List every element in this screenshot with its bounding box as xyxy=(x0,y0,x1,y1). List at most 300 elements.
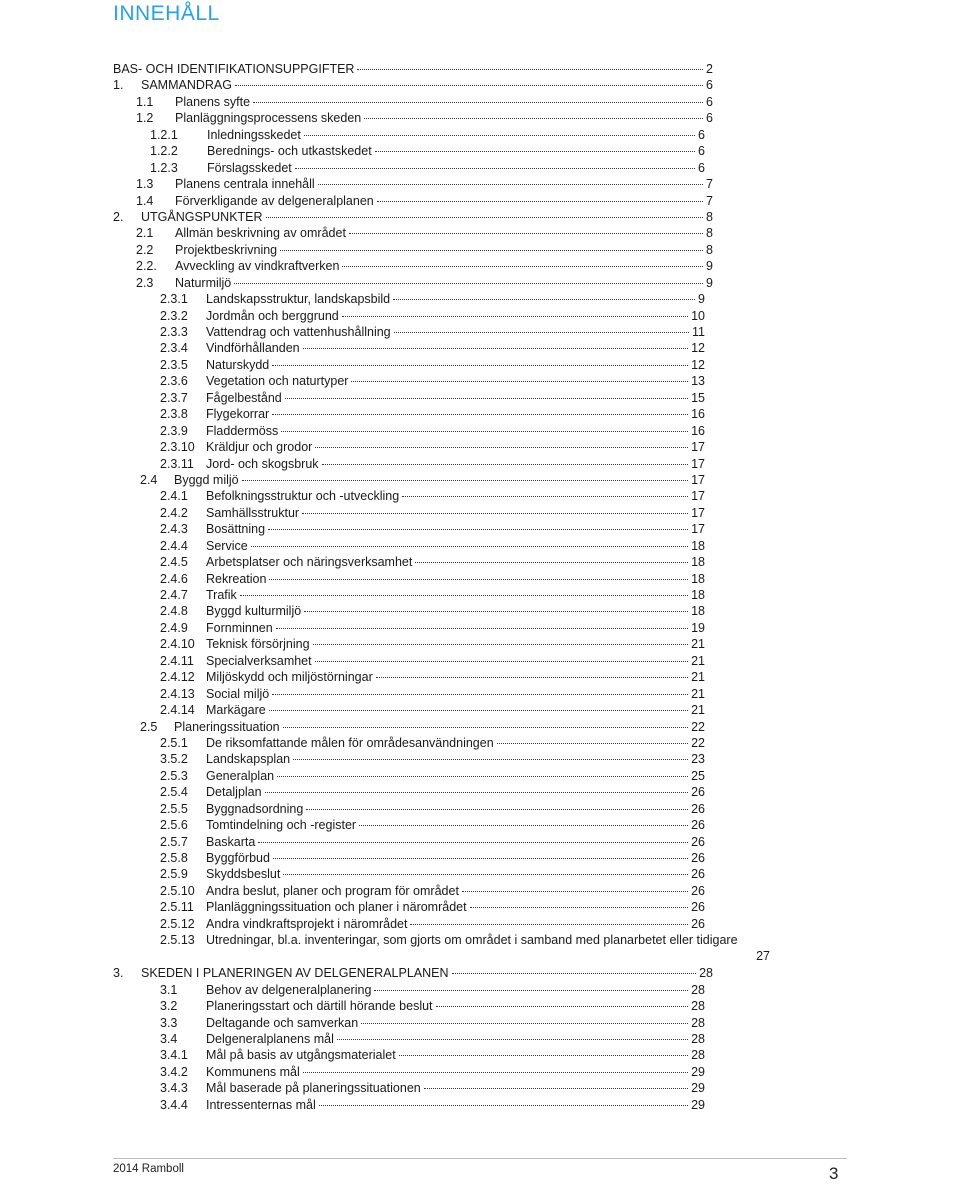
toc-page-number: 28 xyxy=(691,1015,705,1030)
toc-entry[interactable] xyxy=(0,373,960,389)
toc-title: Naturmiljö xyxy=(175,275,232,290)
toc-page-number: 28 xyxy=(691,982,705,997)
dot-leader xyxy=(497,742,688,744)
toc-title: Planläggningssituation och planer i närområdet xyxy=(206,900,467,915)
dot-leader xyxy=(357,68,703,70)
toc-entry[interactable] xyxy=(0,242,960,258)
toc-page-number: 23 xyxy=(691,752,705,767)
toc-page-number: 22 xyxy=(691,719,705,734)
dot-leader xyxy=(452,972,697,974)
toc-number: 2.2 xyxy=(136,242,154,257)
toc-entry[interactable] xyxy=(0,94,960,110)
toc-page-number: 8 xyxy=(706,226,713,241)
dot-leader xyxy=(303,347,688,349)
toc-page-number: 13 xyxy=(691,374,705,389)
toc-entry[interactable] xyxy=(0,1064,960,1080)
toc-number: 3.4.4 xyxy=(160,1097,188,1112)
toc-title: Planläggningsprocessens skeden xyxy=(175,111,362,126)
toc-page-number: 26 xyxy=(691,834,705,849)
toc-title: Mål baserade på planeringssituationen xyxy=(206,1081,421,1096)
toc-page-number: 27 xyxy=(206,948,770,964)
toc-entry[interactable] xyxy=(0,768,960,784)
toc-page-number: 6 xyxy=(706,94,713,109)
toc-entry[interactable] xyxy=(0,866,960,882)
dot-leader xyxy=(393,298,695,300)
toc-page-number: 18 xyxy=(691,571,705,586)
page-title: INNEHÅLL xyxy=(113,2,220,25)
toc-number: 3.4.2 xyxy=(160,1064,188,1079)
dot-leader xyxy=(306,808,688,810)
dot-leader xyxy=(377,200,703,202)
toc-entry[interactable] xyxy=(0,998,960,1014)
toc-title: Generalplan xyxy=(206,768,275,783)
dot-leader xyxy=(359,824,688,826)
toc-page-number: 21 xyxy=(691,686,705,701)
toc-number: 2.5.11 xyxy=(160,900,194,915)
toc-entry[interactable] xyxy=(0,258,960,274)
toc-entry[interactable] xyxy=(0,193,960,209)
toc-title: Planens syfte xyxy=(175,94,251,109)
toc-number: 3.2 xyxy=(160,999,178,1014)
toc-title: Befolkningsstruktur och -utveckling xyxy=(206,489,400,504)
toc-number: 1.2 xyxy=(136,111,154,126)
toc-number: 2.4.11 xyxy=(160,653,194,668)
toc-number: 2.4.8 xyxy=(160,604,188,619)
toc-title: Byggförbud xyxy=(206,851,270,865)
toc-entry[interactable] xyxy=(0,143,960,159)
toc-entry[interactable] xyxy=(0,127,960,143)
toc-page-number: 16 xyxy=(691,423,705,438)
dot-leader xyxy=(269,709,688,711)
toc-entry[interactable] xyxy=(0,916,960,932)
dot-leader xyxy=(410,923,688,925)
toc-page-number: 22 xyxy=(691,735,705,750)
toc-number: 3. xyxy=(113,966,124,981)
dot-leader xyxy=(470,906,689,908)
dot-leader xyxy=(318,183,703,185)
toc-page-number: 16 xyxy=(691,407,705,422)
toc-page-number: 6 xyxy=(698,127,705,142)
toc-entry[interactable] xyxy=(0,719,960,735)
toc-number: 2.3.2 xyxy=(160,308,188,323)
toc-entry[interactable] xyxy=(0,587,960,603)
dot-leader xyxy=(374,989,688,991)
toc-title: Inledningsskedet xyxy=(207,127,301,142)
dot-leader xyxy=(364,117,703,119)
toc-title: Utredningar, bl.a. inventeringar, som gjorts om området i samband med planarbetet eller tidigare xyxy=(206,933,738,948)
toc-entry[interactable] xyxy=(0,423,960,439)
toc-number: 2.4.3 xyxy=(160,522,188,537)
toc-number: 2.3.3 xyxy=(160,325,188,339)
toc-entry[interactable] xyxy=(0,603,960,619)
toc-number: 2.4.14 xyxy=(160,703,195,718)
toc-entry[interactable] xyxy=(0,965,960,981)
toc-title: Förverkligande av delgeneralplanen xyxy=(175,193,374,208)
toc-number: 2.3.4 xyxy=(160,341,188,356)
toc-entry[interactable] xyxy=(0,176,960,192)
toc-page-number: 17 xyxy=(691,456,705,471)
toc-entry[interactable] xyxy=(0,669,960,685)
toc-number: 2.4 xyxy=(140,472,158,487)
toc-title: Specialverksamhet xyxy=(206,653,312,668)
dot-leader xyxy=(304,134,695,136)
toc-number: 2.5.8 xyxy=(160,851,188,865)
dot-leader xyxy=(436,1005,689,1007)
toc-entry[interactable] xyxy=(0,61,960,77)
toc-number: 2.3.6 xyxy=(160,374,188,389)
toc-title: De riksomfattande målen för områdesanvändningen xyxy=(206,735,494,750)
toc-title: SKEDEN I PLANERINGEN AV DELGENERALPLANEN xyxy=(141,966,449,981)
toc-entry[interactable] xyxy=(0,1015,960,1031)
dot-leader xyxy=(234,282,703,284)
toc-title: Fågelbestånd xyxy=(206,390,282,405)
toc-number: 3.4 xyxy=(160,1031,178,1046)
dot-leader xyxy=(315,660,688,662)
toc-entry[interactable] xyxy=(0,653,960,669)
toc-entry[interactable] xyxy=(0,554,960,570)
toc-page-number: 26 xyxy=(691,851,705,865)
toc-title: Andra beslut, planer och program för området xyxy=(206,883,459,898)
toc-entry[interactable] xyxy=(0,308,960,324)
toc-title: Jord- och skogsbruk xyxy=(206,456,319,471)
toc-number: 2.4.13 xyxy=(160,686,195,701)
toc-page-number: 18 xyxy=(691,588,705,602)
toc-number: 1.2.1 xyxy=(150,127,178,142)
toc-number: 2.3.11 xyxy=(160,456,194,471)
toc-page-number: 9 xyxy=(706,275,713,290)
toc-entry[interactable] xyxy=(0,357,960,373)
toc-title: Byggd miljö xyxy=(174,472,239,487)
toc-number: 2.5.9 xyxy=(160,867,188,882)
toc-page-number: 6 xyxy=(706,78,713,93)
toc-page-number: 12 xyxy=(691,341,705,356)
toc-title: Vegetation och naturtyper xyxy=(206,374,349,389)
toc-entry[interactable] xyxy=(0,1080,960,1096)
toc-number: 2.3.7 xyxy=(160,390,188,405)
toc-number: 2.5.5 xyxy=(160,801,188,816)
toc-entry[interactable] xyxy=(0,571,960,587)
toc-page-number: 21 xyxy=(691,653,705,668)
toc-entry[interactable] xyxy=(0,521,960,537)
dot-leader xyxy=(349,232,703,234)
toc-page-number: 17 xyxy=(691,505,705,520)
toc-page-number: 17 xyxy=(691,440,705,455)
toc-entry[interactable] xyxy=(0,110,960,126)
toc-title: Jordmån och berggrund xyxy=(206,308,339,323)
dot-leader xyxy=(266,216,704,218)
toc-title: Landskapsplan xyxy=(206,752,291,767)
toc-page-number: 21 xyxy=(691,703,705,718)
toc-page-number: 8 xyxy=(706,209,713,224)
dot-leader xyxy=(295,167,695,169)
toc-entry[interactable] xyxy=(0,883,960,899)
toc-page-number: 28 xyxy=(691,1048,705,1063)
toc-number: 2.3.5 xyxy=(160,357,188,372)
toc-title: Vattendrag och vattenhushållning xyxy=(206,325,391,339)
toc-number: 2.3 xyxy=(136,275,154,290)
toc-page-number: 26 xyxy=(691,818,705,833)
toc-page-number: 26 xyxy=(691,883,705,898)
dot-leader xyxy=(315,446,688,448)
toc-page-number: 26 xyxy=(691,916,705,931)
toc-page-number: 25 xyxy=(691,768,705,783)
toc-entry[interactable] xyxy=(0,702,960,718)
toc-title: Behov av delgeneralplanering xyxy=(206,982,372,997)
toc-title: Förslagsskedet xyxy=(207,160,292,175)
toc-number: 2.3.9 xyxy=(160,423,188,438)
toc-entry[interactable] xyxy=(0,620,960,636)
toc-title: Fornminnen xyxy=(206,620,273,635)
toc-number: 1.2.2 xyxy=(150,144,178,159)
toc-title: Kräldjur och grodor xyxy=(206,440,313,455)
dot-leader xyxy=(293,758,688,760)
dot-leader xyxy=(235,84,703,86)
dot-leader xyxy=(342,315,688,317)
toc-title: Bosättning xyxy=(206,522,266,537)
toc-title: Landskapsstruktur, landskapsbild xyxy=(206,292,391,307)
dot-leader xyxy=(322,463,689,465)
toc-title: Trafik xyxy=(206,588,237,602)
dot-leader xyxy=(276,627,688,629)
toc-page-number: 2 xyxy=(706,62,713,76)
toc-title: Samhällsstruktur xyxy=(206,505,300,520)
toc-title: Vindförhållanden xyxy=(206,341,300,356)
toc-title: Teknisk försörjning xyxy=(206,637,310,652)
dot-leader xyxy=(273,857,688,859)
toc-number: 3.4.1 xyxy=(160,1048,188,1063)
toc-entry[interactable] xyxy=(0,1047,960,1063)
dot-leader xyxy=(272,693,688,695)
toc-page-number: 6 xyxy=(706,111,713,126)
toc-title: Allmän beskrivning av området xyxy=(175,226,346,241)
toc-entry[interactable] xyxy=(0,225,960,241)
toc-title: Tomtindelning och -register xyxy=(206,818,357,833)
dot-leader xyxy=(319,1104,688,1106)
toc-entry[interactable] xyxy=(0,817,960,833)
toc-title: Service xyxy=(206,538,248,553)
toc-entry[interactable] xyxy=(0,932,960,965)
toc-entry[interactable] xyxy=(0,275,960,291)
toc-entry[interactable] xyxy=(0,390,960,406)
toc-title: Planens centrala innehåll xyxy=(175,177,315,192)
toc-title: Avveckling av vindkraftverken xyxy=(175,259,340,274)
dot-leader xyxy=(253,101,703,103)
dot-leader xyxy=(258,841,688,843)
dot-leader xyxy=(399,1054,688,1056)
dot-leader xyxy=(268,528,688,530)
toc-page-number: 19 xyxy=(691,620,705,635)
toc-page-number: 18 xyxy=(691,604,705,619)
toc-page-number: 9 xyxy=(706,259,713,274)
toc-title: Byggnadsordning xyxy=(206,801,304,816)
toc-number: 2.3.8 xyxy=(160,407,188,422)
toc-page-number: 21 xyxy=(691,670,705,685)
toc-number: 1. xyxy=(113,78,124,93)
toc-title: Projektbeskrivning xyxy=(175,242,278,257)
dot-leader xyxy=(280,249,703,251)
toc-number: 2.5.12 xyxy=(160,916,195,931)
toc-entry[interactable] xyxy=(0,472,960,488)
dot-leader xyxy=(376,676,688,678)
toc-number: 2.4.10 xyxy=(160,637,195,652)
toc-number: 2.4.7 xyxy=(160,588,188,602)
toc-entry[interactable] xyxy=(0,324,960,340)
toc-number: 1.1 xyxy=(136,94,154,109)
toc-title: Andra vindkraftsprojekt i närområdet xyxy=(206,916,408,931)
toc-number: 2.4.5 xyxy=(160,555,188,570)
toc-entry[interactable] xyxy=(0,439,960,455)
dot-leader xyxy=(272,364,688,366)
dot-leader xyxy=(462,890,688,892)
dot-leader xyxy=(281,430,688,432)
toc-title: SAMMANDRAG xyxy=(141,78,232,93)
dot-leader xyxy=(303,1071,688,1073)
toc-title: Planeringsstart och därtill hörande beslut xyxy=(206,999,433,1014)
toc-number: 2.4.9 xyxy=(160,620,188,635)
toc-number: 2.5.4 xyxy=(160,785,188,800)
toc-entry[interactable] xyxy=(0,488,960,504)
table-of-contents xyxy=(0,61,960,1113)
toc-number: 2.5.6 xyxy=(160,818,188,833)
toc-entry[interactable] xyxy=(0,77,960,93)
dot-leader xyxy=(337,1038,688,1040)
toc-page-number: 26 xyxy=(691,867,705,882)
toc-entry[interactable] xyxy=(0,751,960,767)
toc-title: Berednings- och utkastskedet xyxy=(207,144,372,159)
toc-entry[interactable] xyxy=(0,406,960,422)
dot-leader xyxy=(265,791,689,793)
dot-leader xyxy=(375,150,695,152)
toc-number: 2. xyxy=(113,209,124,224)
toc-page-number: 26 xyxy=(691,900,705,915)
toc-page-number: 6 xyxy=(698,144,705,159)
toc-title: UTGÅNGSPUNKTER xyxy=(141,209,263,224)
toc-entry[interactable] xyxy=(0,291,960,307)
toc-number: 2.3.1 xyxy=(160,292,188,307)
toc-title: Intressenternas mål xyxy=(206,1097,316,1112)
dot-leader xyxy=(283,726,688,728)
toc-title: Miljöskydd och miljöstörningar xyxy=(206,670,373,685)
toc-page-number: 26 xyxy=(691,801,705,816)
dot-leader xyxy=(272,413,688,415)
toc-page-number: 15 xyxy=(691,390,705,405)
toc-page-number: 26 xyxy=(691,785,705,800)
dot-leader xyxy=(313,643,689,645)
toc-page-number: 29 xyxy=(691,1097,705,1112)
toc-page-number: 18 xyxy=(691,555,705,570)
dot-leader xyxy=(342,265,703,267)
toc-entry[interactable] xyxy=(0,686,960,702)
toc-page-number: 9 xyxy=(698,292,705,307)
dot-leader xyxy=(285,397,688,399)
toc-number: 2.5.7 xyxy=(160,834,188,849)
toc-title: Delgeneralplanens mål xyxy=(206,1031,334,1046)
toc-number: 2.2. xyxy=(136,259,157,274)
toc-entry[interactable] xyxy=(0,456,960,472)
footer-rule xyxy=(113,1158,847,1159)
toc-entry[interactable] xyxy=(0,538,960,554)
toc-title: Kommunens mål xyxy=(206,1064,300,1079)
toc-title: Rekreation xyxy=(206,571,267,586)
toc-entry[interactable] xyxy=(0,505,960,521)
dot-leader xyxy=(251,545,688,547)
toc-number: 3.5.2 xyxy=(160,752,188,767)
page-number: 3 xyxy=(829,1164,839,1183)
toc-number: 3.1 xyxy=(160,982,178,997)
dot-leader xyxy=(402,495,688,497)
toc-entry[interactable] xyxy=(0,850,960,866)
toc-entry[interactable] xyxy=(0,834,960,850)
toc-entry[interactable] xyxy=(0,1031,960,1047)
toc-title: Skyddsbeslut xyxy=(206,867,281,882)
toc-entry[interactable] xyxy=(0,982,960,998)
dot-leader xyxy=(415,561,688,563)
dot-leader xyxy=(277,775,688,777)
toc-title: Flygekorrar xyxy=(206,407,270,422)
toc-page-number: 18 xyxy=(691,538,705,553)
toc-number: 2.4.1 xyxy=(160,489,188,504)
toc-entry[interactable] xyxy=(0,784,960,800)
toc-page-number: 7 xyxy=(706,177,713,192)
toc-page-number: 28 xyxy=(699,966,713,981)
toc-number: 2.4.6 xyxy=(160,571,188,586)
toc-page-number: 29 xyxy=(691,1064,705,1079)
toc-title: Detaljplan xyxy=(206,785,262,800)
toc-number: 2.5 xyxy=(140,719,158,734)
toc-entry[interactable] xyxy=(0,899,960,915)
toc-page-number: 7 xyxy=(706,193,713,208)
toc-number: 1.4 xyxy=(136,193,154,208)
toc-page-number: 21 xyxy=(691,637,705,652)
toc-page-number: 17 xyxy=(691,472,705,487)
toc-number: 2.5.1 xyxy=(160,735,188,750)
toc-page-number: 11 xyxy=(692,325,705,339)
toc-entry[interactable] xyxy=(0,209,960,225)
toc-entry[interactable] xyxy=(0,735,960,751)
toc-title: BAS- OCH IDENTIFIKATIONSUPPGIFTER xyxy=(113,62,355,76)
dot-leader xyxy=(240,594,688,596)
toc-page-number: 6 xyxy=(698,160,705,175)
dot-leader xyxy=(361,1022,688,1024)
dot-leader xyxy=(304,610,688,612)
dot-leader xyxy=(269,578,688,580)
toc-entry[interactable] xyxy=(0,160,960,176)
toc-title: Arbetsplatser och näringsverksamhet xyxy=(206,555,413,570)
toc-entry[interactable] xyxy=(0,801,960,817)
toc-page-number: 12 xyxy=(691,357,705,372)
footer-company: 2014 Ramboll xyxy=(113,1163,184,1175)
toc-page-number: 8 xyxy=(706,242,713,257)
toc-number: 2.1 xyxy=(136,226,154,241)
toc-number: 3.3 xyxy=(160,1015,178,1030)
toc-title: Baskarta xyxy=(206,834,256,849)
dot-leader xyxy=(424,1087,688,1089)
toc-page-number: 29 xyxy=(691,1081,705,1096)
toc-number: 2.4.4 xyxy=(160,538,188,553)
toc-entry[interactable] xyxy=(0,1097,960,1113)
dot-leader xyxy=(302,512,688,514)
toc-entry[interactable] xyxy=(0,636,960,652)
toc-number: 3.4.3 xyxy=(160,1081,188,1096)
toc-title: Mål på basis av utgångsmaterialet xyxy=(206,1048,396,1063)
toc-number: 2.5.10 xyxy=(160,883,195,898)
toc-number: 2.3.10 xyxy=(160,440,195,455)
toc-title: Deltagande och samverkan xyxy=(206,1015,359,1030)
toc-entry[interactable] xyxy=(0,340,960,356)
dot-leader xyxy=(283,873,688,875)
toc-number: 2.5.13 xyxy=(160,933,195,948)
dot-leader xyxy=(242,479,688,481)
